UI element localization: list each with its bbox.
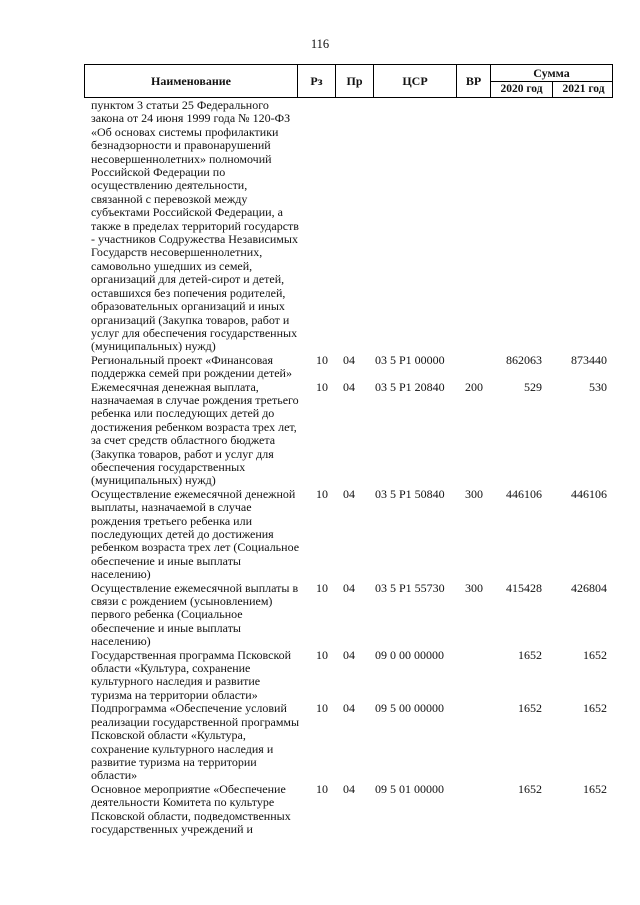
row-rz: 10 xyxy=(316,379,328,394)
row-sum-2021: 530 xyxy=(589,379,607,394)
row-vr: 300 xyxy=(465,486,483,501)
row-name: пунктом 3 статьи 25 Федерального закона от 24 июня 1999 года № 120-ФЗ «Об основах системы профилактики безнадзорности и правонарушений несовершеннолетних» полномочий Российской Федерации по осуществлению деятельности, связанной с перевозкой между субъектами Российской Федерации, а также в пределах территорий государств - участников Содружества Независимых Государств несовершеннолетних, самовольно ушедших из семей, организаций для детей-сирот и детей, оставшихся без попечения родителей, образовательных организаций и иных организаций (Закупка товаров, работ и услуг для обеспечения государственных (муниципальных) нужд) xyxy=(91,98,299,354)
table-row xyxy=(0,99,640,354)
row-csr: 03 5 P1 20840 xyxy=(375,379,445,394)
row-sum-2020: 1652 xyxy=(518,701,542,716)
row-rz: 10 xyxy=(316,781,328,796)
row-pr: 04 xyxy=(343,379,355,394)
row-rz: 10 xyxy=(316,486,328,501)
row-sum-2021: 1652 xyxy=(583,781,607,796)
table-body xyxy=(0,99,640,836)
row-sum-2020: 415428 xyxy=(506,580,542,595)
table-row xyxy=(0,649,640,703)
table-row xyxy=(0,354,640,381)
row-name: Государственная программа Псковской области «Культура, сохранение культурного наследия и развитие туризма на территории области» xyxy=(91,647,292,702)
row-sum-2021: 1652 xyxy=(583,647,607,662)
row-sum-2020: 862063 xyxy=(506,352,542,367)
header-name: Наименование xyxy=(84,65,297,98)
table-row xyxy=(0,488,640,582)
row-name: Основное мероприятие «Обеспечение деятельности Комитета по культуре Псковской области, подведомственных государственных учреждений и xyxy=(91,781,291,836)
header-csr: ЦСР xyxy=(373,65,456,98)
row-pr: 04 xyxy=(343,647,355,662)
row-csr: 03 5 P1 55730 xyxy=(375,580,445,595)
page-number: 116 xyxy=(310,37,330,51)
row-sum-2020: 529 xyxy=(524,379,542,394)
row-sum-2020: 446106 xyxy=(506,486,542,501)
header-year-2021: 2021 год xyxy=(552,81,614,97)
row-rz: 10 xyxy=(316,647,328,662)
header-pr: Пр xyxy=(335,65,373,98)
row-csr: 03 5 P1 50840 xyxy=(375,486,445,501)
table-row xyxy=(0,381,640,488)
header-vr: ВР xyxy=(456,65,490,98)
row-name: Региональный проект «Финансовая поддержка семей при рождении детей» xyxy=(91,352,292,381)
row-name: Осуществление ежемесячной выплаты в связи с рождением (усыновлением) первого ребенка (Социальное обеспечение и иные выплаты населению) xyxy=(91,580,299,649)
row-pr: 04 xyxy=(343,701,355,716)
row-pr: 04 xyxy=(343,352,355,367)
row-vr: 300 xyxy=(465,580,483,595)
row-rz: 10 xyxy=(316,701,328,716)
row-pr: 04 xyxy=(343,580,355,595)
row-pr: 04 xyxy=(343,486,355,501)
row-csr: 03 5 P1 00000 xyxy=(375,352,445,367)
row-sum-2020: 1652 xyxy=(518,647,542,662)
row-name: Осуществление ежемесячной денежной выплаты, назначаемой в случае рождения третьего ребенка или последующих детей до достижения ребенком возраста трех лет (Социальное обеспечение и иные выплаты населению) xyxy=(91,486,300,582)
row-rz: 10 xyxy=(316,352,328,367)
row-sum-2021: 446106 xyxy=(571,486,607,501)
row-csr: 09 5 00 00000 xyxy=(375,701,444,716)
header-rz: Рз xyxy=(297,65,335,98)
table-header xyxy=(84,64,613,99)
row-csr: 09 0 00 00000 xyxy=(375,647,444,662)
row-name: Ежемесячная денежная выплата, назначаемая в случае рождения третьего ребенка или последующих детей до достижения ребенком возраста трех лет, за счет средств областного бюджета (Закупка товаров, работ и услуг для обеспечения государственных (муниципальных) нужд) xyxy=(91,379,299,488)
row-sum-2021: 1652 xyxy=(583,701,607,716)
row-csr: 09 5 01 00000 xyxy=(375,781,444,796)
header-sum: Сумма xyxy=(491,65,612,82)
row-sum-2020: 1652 xyxy=(518,781,542,796)
row-sum-2021: 873440 xyxy=(571,352,607,367)
row-name: Подпрограмма «Обеспечение условий реализации государственной программы Псковской области «Культура, сохранение культурного наследия и развитие туризма на территории области» xyxy=(91,701,300,783)
row-pr: 04 xyxy=(343,781,355,796)
row-sum-2021: 426804 xyxy=(571,580,607,595)
row-rz: 10 xyxy=(316,580,328,595)
table-row xyxy=(0,582,640,649)
header-sum-group xyxy=(490,65,613,98)
table-row xyxy=(0,702,640,782)
table-row xyxy=(0,783,640,837)
row-vr: 200 xyxy=(465,379,483,394)
header-year-2020: 2020 год xyxy=(500,83,543,95)
